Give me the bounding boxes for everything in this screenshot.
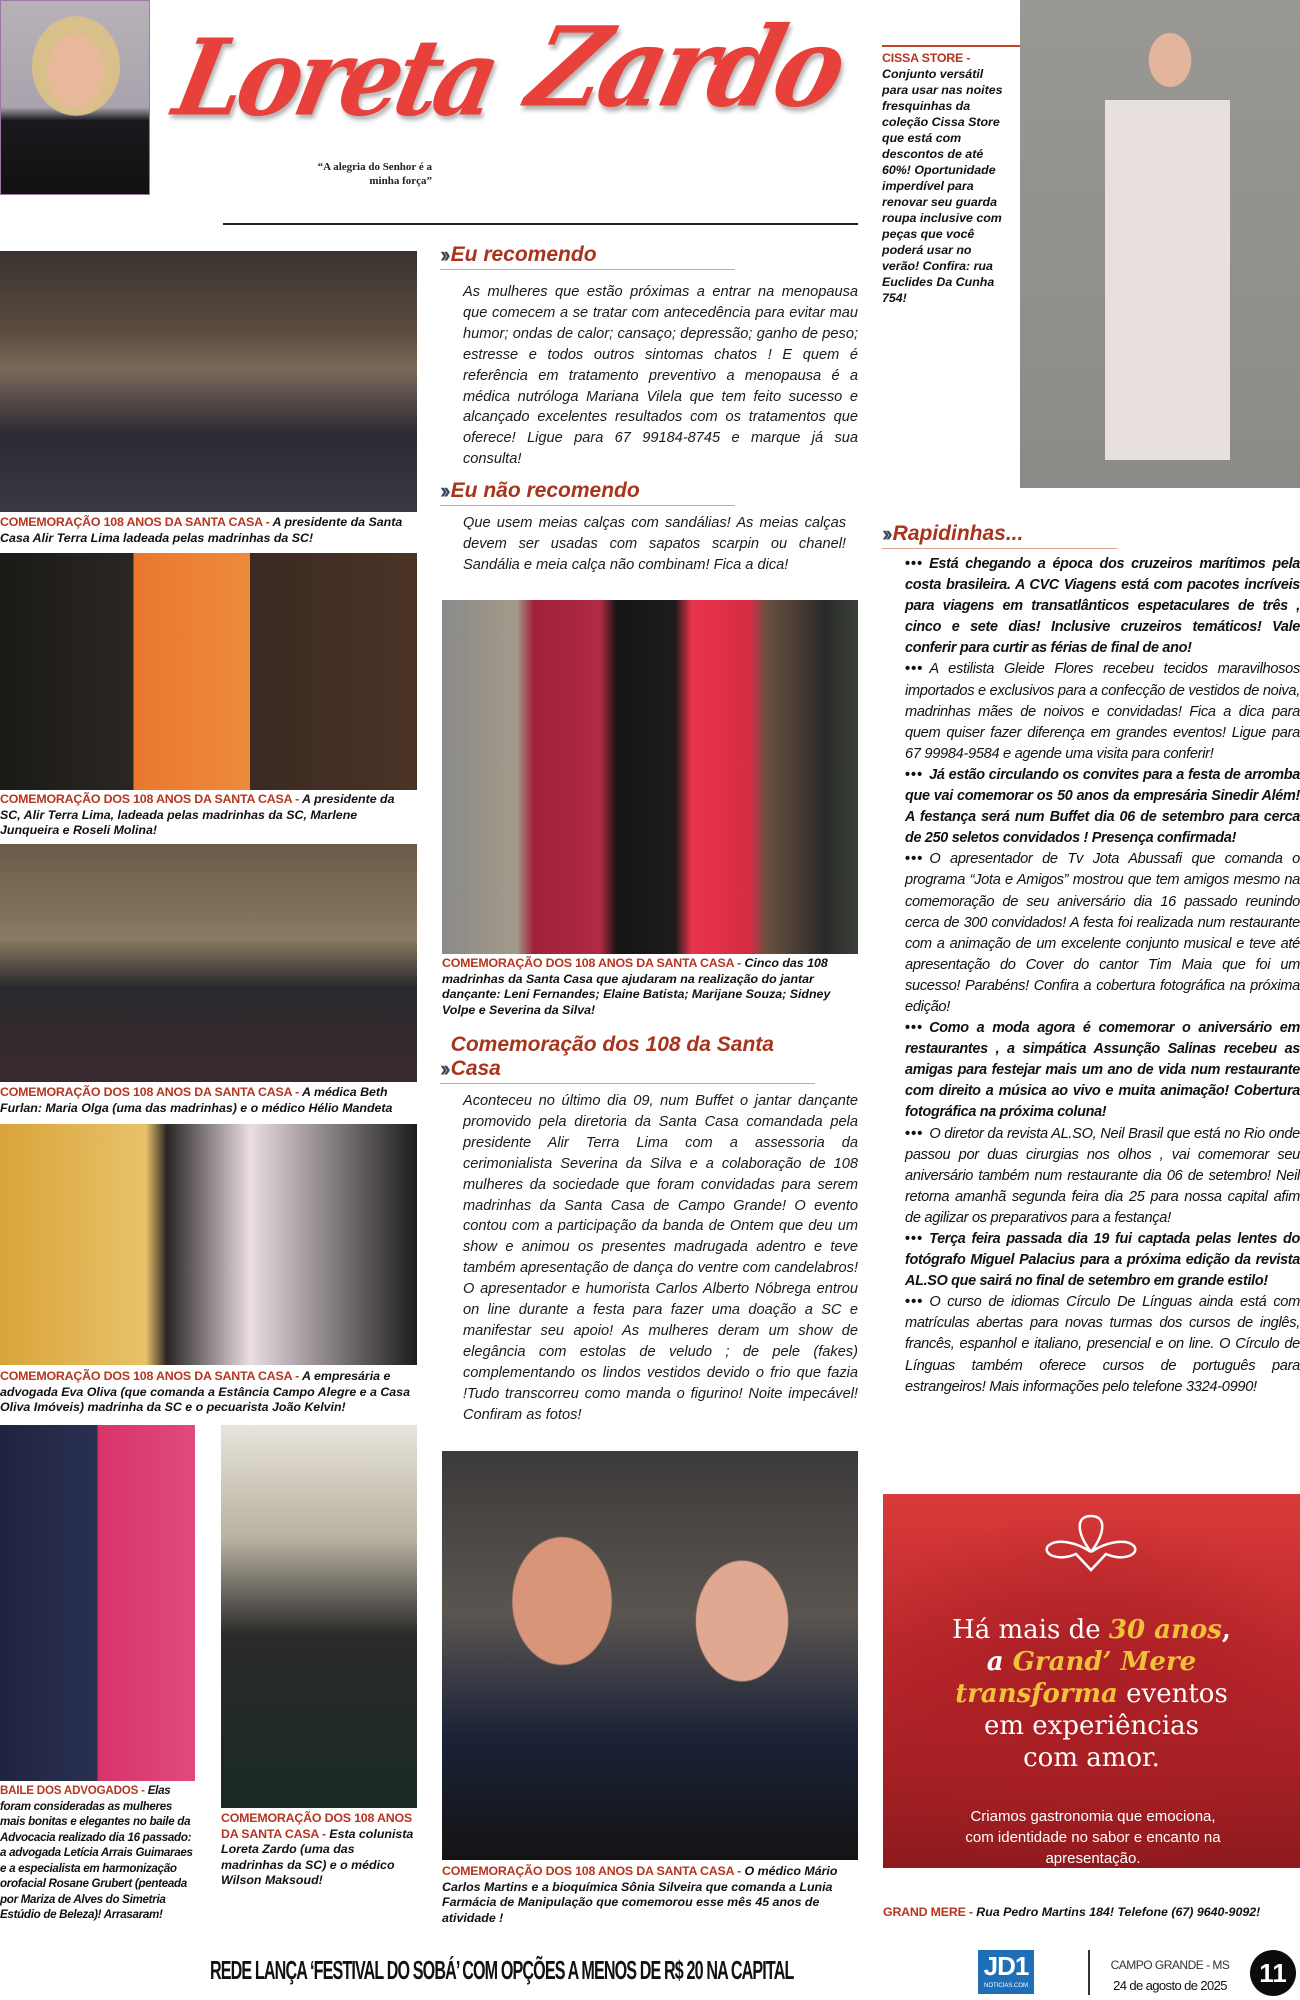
- photo-madrinhas-group: [0, 251, 417, 512]
- photo-dinner-table: [0, 844, 417, 1082]
- photo-eva-oliva: [0, 1124, 417, 1365]
- photo-baile-advogados: [0, 1425, 195, 1781]
- eu-recomendo-text: As mulheres que estão próximas a entrar na menopausa que comecem a se tratar com antecedência para evitar mau humor; ondas de calor; cansaço; depressão; ganho de peso; estresse e todos outros sintomas chatos ! E quem é referência em tratamento preventivo a menopausa é a médica nutróloga Mariana Vilela que tem feito sucesso e alcançado excelentes resultados com os tratamentos que oferece! Ligue para 67 99184-8745 e marque já sua consulta!: [463, 284, 858, 468]
- double-chevron-icon: ››: [440, 478, 447, 503]
- eu-nao-recomendo-heading: ›› Eu não recomendo: [440, 476, 735, 506]
- ad-subtext: Criamos gastronomia que emociona, com identidade no sabor e encanto na apresentação.: [965, 1808, 1221, 1867]
- columnist-portrait: [0, 0, 150, 195]
- photo-mario-sonia: [442, 1451, 858, 1860]
- rapidinha-item: ••• Terça feira passada dia 19 fui captada pelas lentes do fotógrafo Miguel Palacius para a próxima edição da revista AL.SO que sairá no final de setembro em grande estilo!: [905, 1231, 1300, 1290]
- ad-caption: GRAND MERE - Rua Pedro Martins 184! Telefone (67) 9640-9092!: [883, 1905, 1261, 1919]
- cissa-store-blurb: [882, 50, 1008, 306]
- rapidinha-item: ••• Como a moda agora é comemorar o aniversário em restaurantes , a simpática Assunção Salinas recebeu as amigas para festejar mais um ano de vida num restaurante com direito a música ao vivo e muita animação! Cobertura fotográfica na próxima coluna!: [905, 1020, 1300, 1121]
- ornament-icon: [1036, 1512, 1146, 1576]
- double-chevron-icon: ››: [440, 1056, 447, 1081]
- footer-divider: [1088, 1950, 1090, 1995]
- jd1-logo[interactable]: JD1 NOTICIAS.COM: [978, 1950, 1034, 1994]
- comemoracao-heading: ›› Comemoração dos 108 da Santa Casa: [440, 1054, 815, 1084]
- caption-mid-2: COMEMORAÇÃO DOS 108 ANOS DA SANTA CASA - O médico Mário Carlos Martins e a bioquímica Sônia Silveira que comanda a Lunia Farmácia de Manipulação que comemorou esse mês 45 anos de atividade !: [442, 1864, 838, 1925]
- photo-five-madrinhas: [442, 600, 858, 954]
- footer-date: 24 de agosto de 2025: [1113, 1978, 1227, 1993]
- rapidinha-item: ••• O curso de idiomas Círculo De Línguas ainda está com matrículas abertas para novas turmas dos cursos de inglês, francês, espanhol e italiano, presencial e on line. O Círculo de Línguas também oferece cursos de português para estrangeiros! Mais informações pelo telefone 3324-0990!: [905, 1294, 1300, 1395]
- rapidinhas-list: [905, 554, 1300, 1398]
- rapidinha-item: ••• A estilista Gleide Flores recebeu tecidos maravilhosos importados e exclusivos para a confecção de vestidos de noiva, madrinhas mães de noivos e convidadas! Fica a dica para quem quiser fazer diferença em grandes eventos! Ligue para 67 99984-9584 e agende uma visita para conferir!: [905, 661, 1300, 762]
- ad-line-1: Há mais de 30 anos,: [952, 1615, 1231, 1645]
- eu-recomendo-heading: ›› Eu recomendo: [440, 240, 735, 270]
- photo-three-women: [0, 553, 417, 790]
- cissa-kicker: CISSA STORE -: [882, 51, 971, 65]
- rapidinha-item: ••• O apresentador de Tv Jota Abussafi que comanda o programa “Jota e Amigos” mostrou que tem amigos mesmo na comemoração de seu aniversário dia 16 passado reunindo cerca de 300 convidados! A festa foi realizada num restaurante com a animação de um excelente conjunto musical e teve até apresentação do Cover do cantor Tim Maia que foi um sucesso! Parabéns! Confira a cobertura fotográfica na próxima edição!: [905, 851, 1300, 1015]
- rapidinha-item: ••• Está chegando a época dos cruzeiros marítimos pela costa brasileira. A CVC Viagens está com pacotes incríveis para viagens em transatlânticos espetaculares de três , cinco e sete dias! Inclusive cruzeiros temáticos! Vale conferir para curtir as férias de final de ano!: [905, 556, 1300, 657]
- page-number: 11: [1250, 1950, 1296, 1996]
- rapidinha-item: ••• O diretor da revista AL.SO, Neil Brasil que está no Rio onde passou por duas cirurgias nos olhos , vai comemorar seu aniversário também num restaurante dia 06 de setembro! Neil retorna amanhã segunda feira dia 25 para nossa capital afim de agilizar os preparativos para a festança!: [905, 1125, 1300, 1226]
- ad-line-2: a Grand’ Mere: [986, 1647, 1197, 1677]
- caption-left-2: COMEMORAÇÃO DOS 108 ANOS DA SANTA CASA - A presidente da SC, Alir Terra Lima, ladeada pelas madrinhas da SC, Marlene Junqueira e Roseli Molina!: [0, 792, 395, 838]
- caption-left-4: COMEMORAÇÃO DOS 108 ANOS DA SANTA CASA - A empresária e advogada Eva Oliva (que comanda a Estância Campo Alegre e a Casa Oliva Imóveis) madrinha da SC e o pecuarista João Kelvin!: [0, 1369, 410, 1415]
- rapidinha-item: ••• Já estão circulando os convites para a festa de arromba que vai comemorar os 50 anos da empresária Sinedir Além! A festança será num Buffet dia 06 de setembro para cerca de 250 seletos convidados ! Presença confirmada!: [905, 766, 1300, 847]
- rapidinhas-heading: ›› Rapidinhas...: [882, 519, 1117, 549]
- caption-left-6: COMEMORAÇÃO DOS 108 ANOS DA SANTA CASA - Esta colunista Loreta Zardo (uma das madrinhas da SC) e o médico Wilson Maksoud!: [221, 1811, 414, 1888]
- ad-line-5: com amor.: [1023, 1743, 1160, 1773]
- ad-line-3: transforma eventos: [955, 1679, 1228, 1709]
- caption-mid-1: COMEMORAÇÃO DOS 108 ANOS DA SANTA CASA - Cinco das 108 madrinhas da Santa Casa que ajudaram na realização do jantar dançante: Leni Fernandes; Elaine Batista; Marijane Souza; Sidney Volpe e Severina da Silva!: [442, 956, 831, 1017]
- double-chevron-icon: ››: [882, 521, 889, 546]
- double-chevron-icon: ››: [440, 242, 447, 267]
- logo-first-name: Loreta: [164, 15, 506, 140]
- caption-left-5: BAILE DOS ADVOGADOS - Elas foram consideradas as mulheres mais bonitas e elegantes no baile da Advocacia realizado dia 16 passado: a advogada Letícia Arrais Guimaraes e a especialista em harmonização orofacial Rosane Grubert (penteada por Mariza de Alves do Simetria Estúdio de Beleza)! Arrasaram!: [0, 1784, 193, 1921]
- masthead-rule: [223, 223, 858, 225]
- cissa-text: Conjunto versátil para usar nas noites fresquinhas da coleção Cissa Store que está com descontos de até 60%! Oportunidade imperdível para renovar seu guarda roupa inclusive com peças que você poderá usar no verão! Confira: rua Euclides Da Cunha 754!: [882, 67, 1003, 305]
- motto: “A alegria do Senhor é a minha força”: [317, 161, 432, 187]
- caption-left-3: COMEMORAÇÃO DOS 108 ANOS DA SANTA CASA - A médica Beth Furlan: Maria Olga (uma das madrinhas) e o médico Hélio Mandeta: [0, 1085, 393, 1115]
- footer-headline[interactable]: REDE LANÇA ‘FESTIVAL DO SOBÁ’ COM OPÇÕES A MENOS DE R$ 20 NA CAPITAL: [210, 1955, 794, 1985]
- caption-left-1: COMEMORAÇÃO 108 ANOS DA SANTA CASA - A presidente da Santa Casa Alir Terra Lima ladeada pelas madrinhas da SC!: [0, 515, 403, 545]
- masthead-logo: [164, 2, 858, 208]
- eu-nao-recomendo-text: Que usem meias calças com sandálias! As meias calças devem ser usadas com sapatos scarpin ou chanel! Sandália e meia calça não combinam! Fica a dica!: [463, 515, 846, 573]
- comemoracao-text: Aconteceu no último dia 09, num Buffet o jantar dançante promovido pela diretoria da Santa Casa comandada pela presidente Alir Terra Lima com a assessoria da cerimonialista Severina da Silva e a colaboração de 108 mulheres da sociedade que foram convidadas para serem madrinhas da Santa Casa de Campo Grande! O evento contou com a participação da banda de Ontem que deu um show e animou os presentes madrugada adentro e teve também apresentação de dança do ventre com candelabros! O apresentador e humorista Carlos Alberto Nóbrega entrou on line durante a festa para fazer uma doação a SC e manifestar seu apoio! As mulheres deram um show de elegância com estolas de veludo ; de pele (fakes) complementando os lindos vestidos devido o frio que fazia !Tudo transcorreu como manda o figurino! Noite impecável! Confiram as fotos!: [463, 1093, 858, 1423]
- logo-last-name: Zardo: [516, 2, 857, 132]
- photo-columnist-wilson: [221, 1425, 417, 1808]
- cissa-store-photo: [1020, 0, 1300, 488]
- grand-mere-ad: [883, 1494, 1300, 1868]
- ad-line-4: em experiências: [984, 1711, 1199, 1741]
- footer-city: CAMPO GRANDE - MS: [1110, 1958, 1230, 1972]
